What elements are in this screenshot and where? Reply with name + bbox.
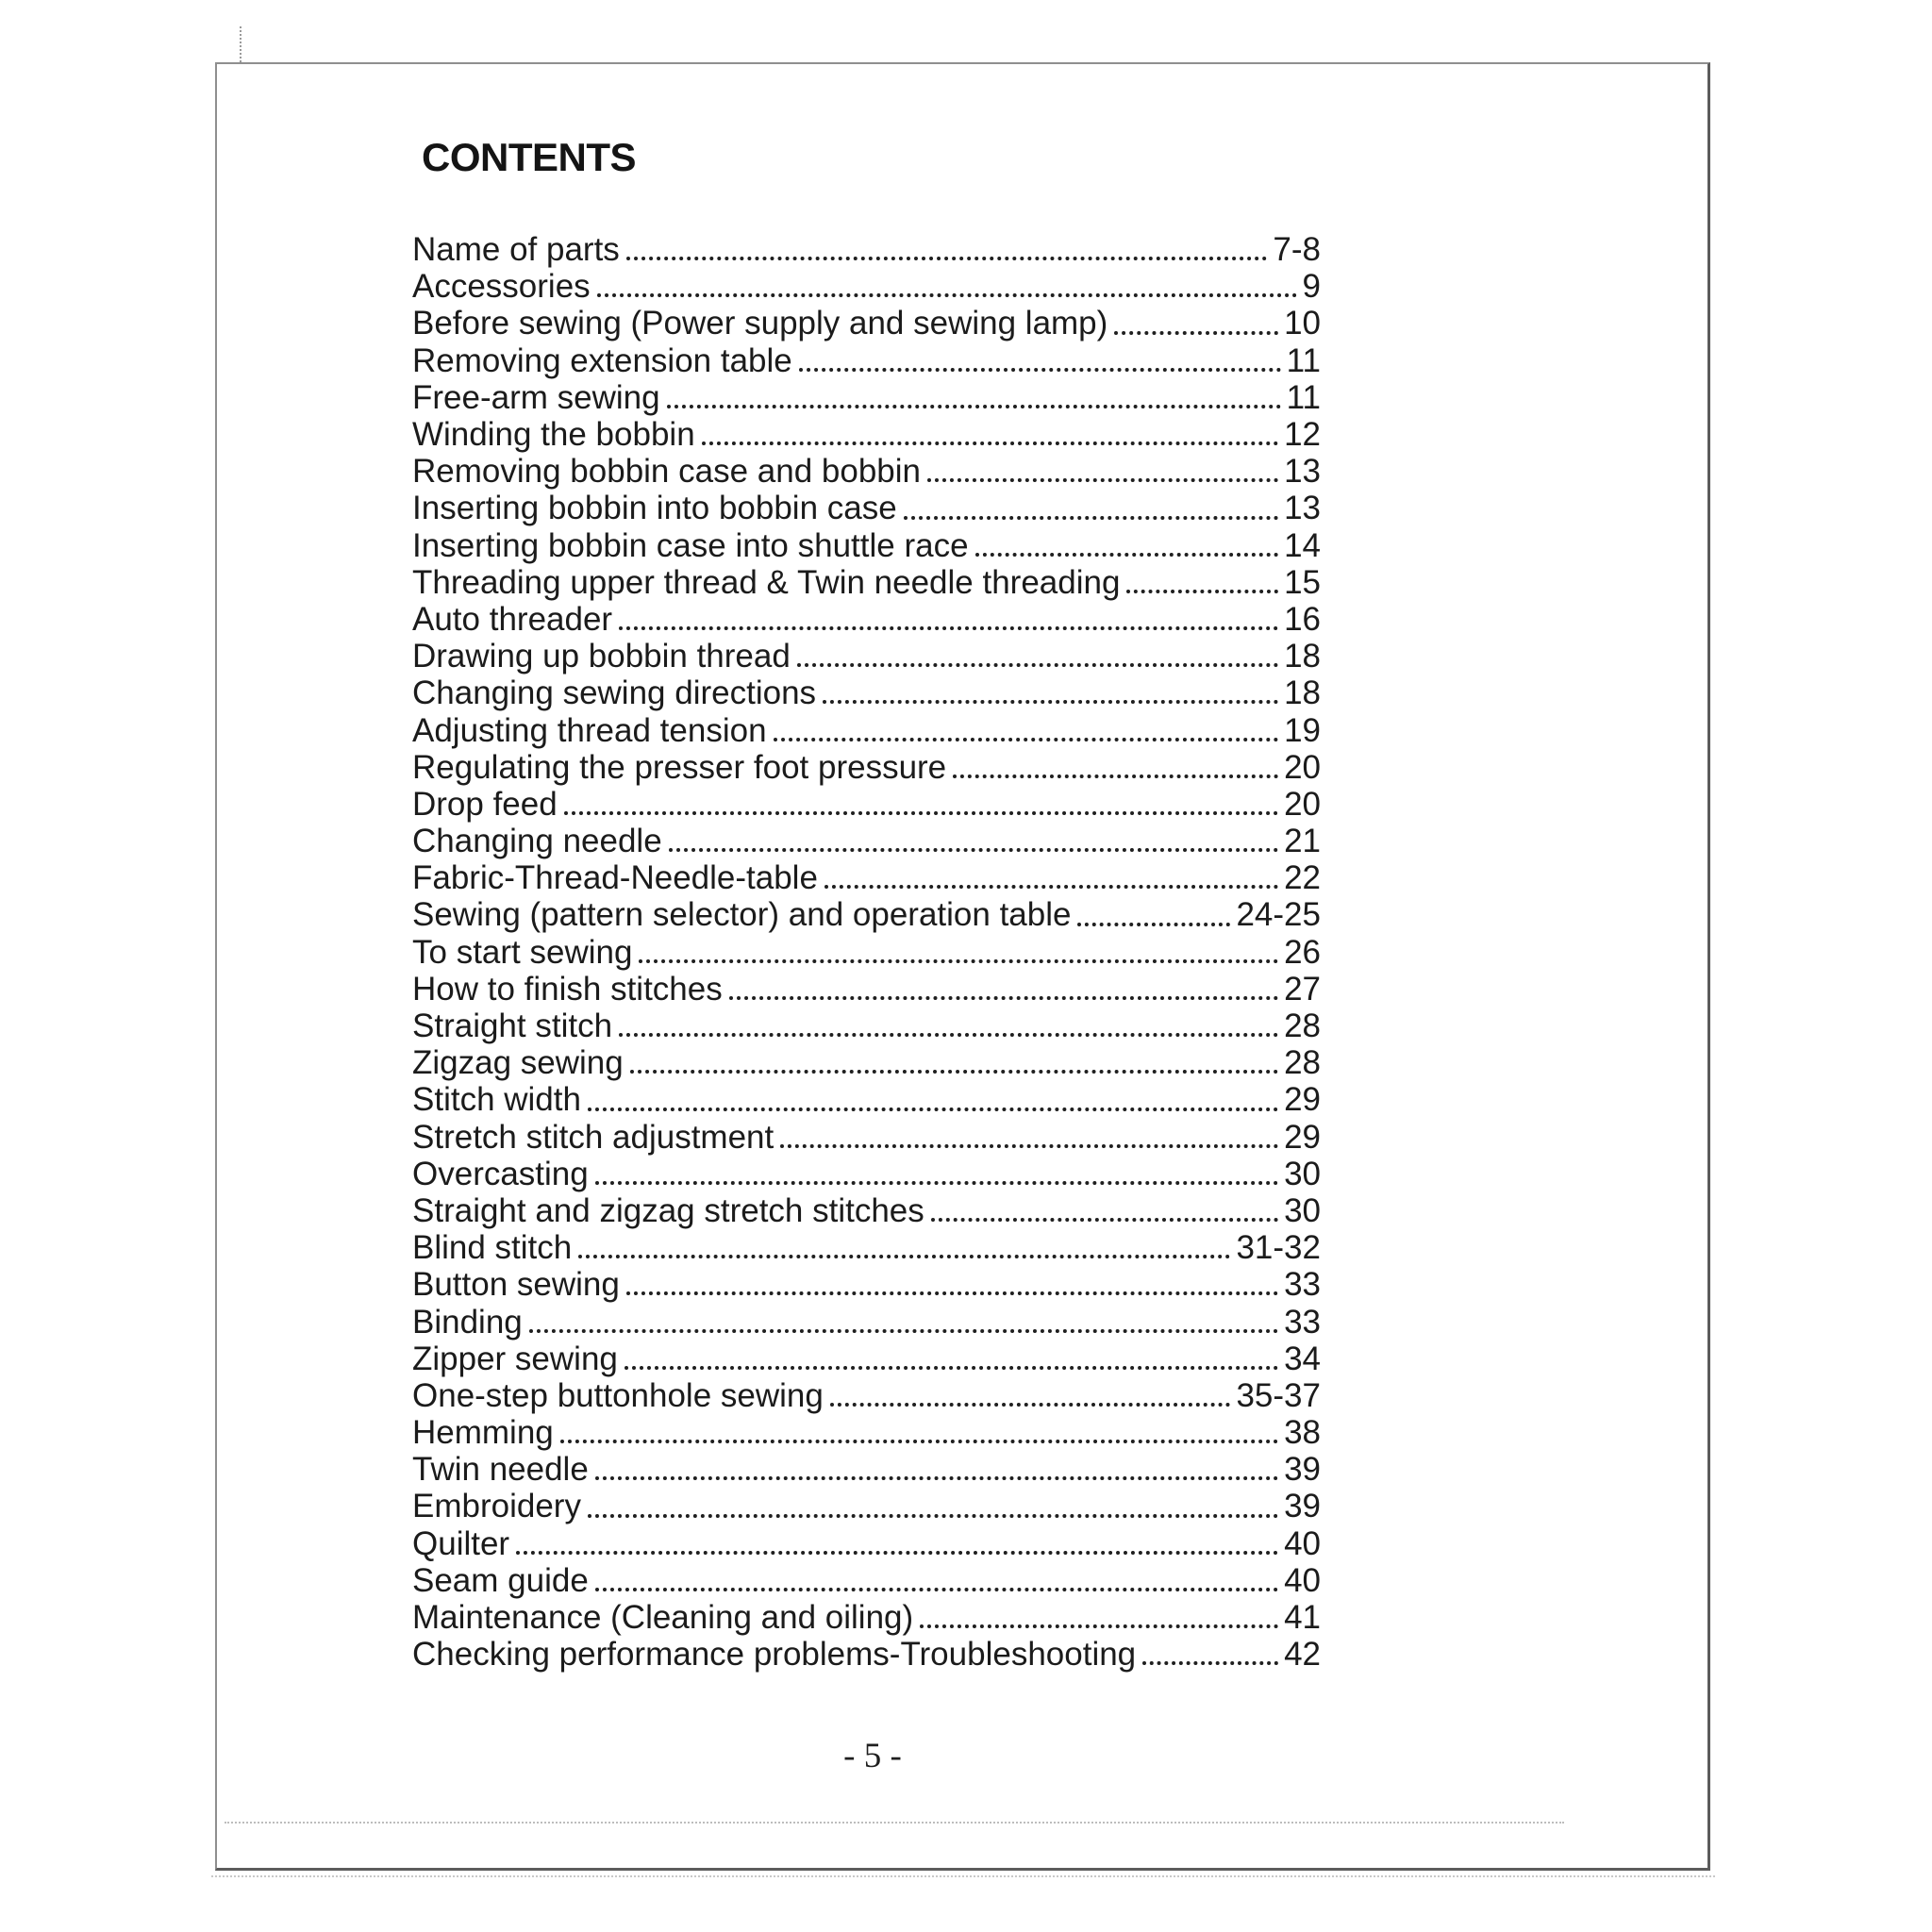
toc-entry-label: How to finish stitches	[412, 970, 723, 1008]
toc-row	[412, 637, 1321, 674]
dot-leader	[619, 1033, 1278, 1037]
toc-row	[412, 1080, 1321, 1117]
toc-entry-page-number: 40	[1284, 1524, 1321, 1562]
toc-entry-page-number: 11	[1286, 378, 1321, 416]
toc-entry-page-number: 35-37	[1236, 1376, 1321, 1414]
toc-row	[412, 304, 1321, 341]
toc-entry-page-number: 28	[1284, 1044, 1321, 1082]
toc-row	[412, 785, 1321, 822]
toc-entry-page-number: 30	[1284, 1155, 1321, 1192]
toc-row	[412, 415, 1321, 452]
toc-entry-page-number: 39	[1284, 1451, 1321, 1489]
toc-entry-page-number: 28	[1284, 1008, 1321, 1045]
dot-leader	[639, 959, 1278, 963]
dot-leader	[729, 996, 1278, 1000]
dot-leader	[626, 1291, 1278, 1295]
toc-entry-label: Changing needle	[412, 823, 662, 860]
toc-row	[412, 1007, 1321, 1043]
dot-leader	[1114, 331, 1278, 335]
toc-entry-page-number: 40	[1284, 1561, 1321, 1599]
scan-artifact-line-bottom	[211, 1875, 1715, 1877]
scan-artifact-top-left	[240, 26, 242, 62]
toc-entry-page-number: 24-25	[1236, 896, 1321, 934]
toc-entry-label: Checking performance problems-Troubleshooting	[412, 1636, 1137, 1674]
toc-row	[412, 341, 1321, 378]
toc-entry-page-number: 14	[1284, 526, 1321, 564]
toc-row	[412, 822, 1321, 858]
dot-leader	[904, 516, 1278, 520]
toc-entry-label: Twin needle	[412, 1451, 589, 1489]
toc-row	[412, 1043, 1321, 1080]
toc-entry-page-number: 27	[1284, 970, 1321, 1008]
dot-leader	[799, 368, 1281, 372]
dot-leader	[626, 257, 1268, 260]
dot-leader	[1077, 923, 1230, 926]
dot-leader	[931, 1218, 1278, 1222]
toc-entry-label: Quilter	[412, 1524, 510, 1562]
dot-leader	[797, 663, 1278, 667]
toc-row	[412, 1191, 1321, 1228]
toc-entry-label: Inserting bobbin into bobbin case	[412, 490, 897, 527]
dot-leader	[597, 293, 1297, 297]
toc-entry-label: Removing bobbin case and bobbin	[412, 453, 921, 491]
toc-entry-label: Embroidery	[412, 1488, 581, 1525]
toc-entry-label: Adjusting thread tension	[412, 711, 767, 749]
toc-entry-label: Straight stitch	[412, 1008, 613, 1045]
toc-row	[412, 1487, 1321, 1524]
toc-entry-page-number: 7-8	[1273, 231, 1321, 269]
toc-entry-page-number: 41	[1284, 1599, 1321, 1637]
toc-entry-label: Winding the bobbin	[412, 416, 695, 454]
dot-leader	[667, 405, 1281, 408]
toc-row	[412, 933, 1321, 970]
toc-row	[412, 1155, 1321, 1191]
dot-leader	[774, 738, 1279, 741]
dot-leader	[595, 1588, 1278, 1591]
toc-entry-page-number: 16	[1284, 600, 1321, 638]
toc-row	[412, 378, 1321, 415]
toc-row	[412, 1413, 1321, 1450]
dot-leader	[927, 478, 1278, 482]
toc-row	[412, 748, 1321, 785]
table-of-contents	[412, 230, 1321, 1672]
page-title: CONTENTS	[422, 135, 636, 179]
dot-leader	[830, 1403, 1231, 1407]
toc-entry-page-number: 42	[1284, 1636, 1321, 1674]
toc-entry-label: Accessories	[412, 268, 591, 306]
toc-row	[412, 1524, 1321, 1561]
dot-leader	[823, 700, 1278, 704]
toc-entry-label: Button sewing	[412, 1266, 620, 1304]
toc-entry-page-number: 31-32	[1236, 1229, 1321, 1267]
dot-leader	[564, 811, 1278, 815]
dot-leader	[780, 1144, 1278, 1148]
toc-entry-label: Straight and zigzag stretch stitches	[412, 1191, 924, 1229]
toc-row	[412, 1228, 1321, 1265]
toc-entry-page-number: 26	[1284, 933, 1321, 971]
toc-entry-page-number: 21	[1284, 823, 1321, 860]
toc-entry-page-number: 19	[1284, 711, 1321, 749]
toc-entry-label: Zipper sewing	[412, 1340, 618, 1377]
toc-entry-page-number: 15	[1284, 563, 1321, 601]
dot-leader	[1142, 1661, 1278, 1665]
toc-entry-page-number: 33	[1284, 1266, 1321, 1304]
page-number-footer: - 5 -	[843, 1737, 902, 1775]
toc-entry-label: Zigzag sewing	[412, 1044, 624, 1082]
dot-leader	[588, 1108, 1278, 1111]
toc-row	[412, 452, 1321, 489]
toc-entry-page-number: 20	[1284, 785, 1321, 823]
dot-leader	[529, 1329, 1278, 1333]
toc-entry-label: Drop feed	[412, 785, 558, 823]
dot-leader	[975, 553, 1279, 557]
toc-entry-page-number: 30	[1284, 1191, 1321, 1229]
toc-entry-page-number: 38	[1284, 1414, 1321, 1452]
dot-leader	[578, 1255, 1230, 1258]
dot-leader	[625, 1366, 1278, 1370]
toc-entry-page-number: 29	[1284, 1081, 1321, 1119]
toc-entry-label: To start sewing	[412, 933, 633, 971]
toc-row	[412, 1561, 1321, 1598]
dot-leader	[953, 774, 1278, 778]
dot-leader	[619, 626, 1278, 630]
toc-row	[412, 526, 1321, 563]
toc-row	[412, 1118, 1321, 1155]
toc-entry-label: Auto threader	[412, 600, 613, 638]
toc-entry-page-number: 12	[1284, 416, 1321, 454]
toc-row	[412, 1340, 1321, 1376]
toc-entry-label: Hemming	[412, 1414, 554, 1452]
toc-entry-label: Threading upper thread & Twin needle threading	[412, 563, 1121, 601]
toc-entry-page-number: 29	[1284, 1118, 1321, 1156]
toc-row	[412, 1265, 1321, 1302]
toc-row	[412, 600, 1321, 637]
toc-entry-label: Changing sewing directions	[412, 675, 817, 712]
toc-row	[412, 970, 1321, 1007]
toc-entry-label: Maintenance (Cleaning and oiling)	[412, 1599, 914, 1637]
toc-entry-label: Sewing (pattern selector) and operation table	[412, 896, 1072, 934]
toc-entry-label: Binding	[412, 1303, 523, 1341]
toc-entry-label: Before sewing (Power supply and sewing lamp)	[412, 305, 1108, 342]
toc-entry-page-number: 13	[1284, 453, 1321, 491]
toc-entry-page-number: 34	[1284, 1340, 1321, 1377]
toc-entry-page-number: 18	[1284, 638, 1321, 675]
toc-entry-page-number: 20	[1284, 748, 1321, 786]
toc-row	[412, 489, 1321, 525]
toc-entry-label: Name of parts	[412, 231, 620, 269]
toc-entry-page-number: 9	[1302, 268, 1321, 306]
toc-row	[412, 267, 1321, 304]
toc-entry-label: Overcasting	[412, 1155, 589, 1192]
toc-entry-label: Seam guide	[412, 1561, 589, 1599]
toc-entry-label: Stitch width	[412, 1081, 581, 1119]
toc-entry-label: Free-arm sewing	[412, 378, 660, 416]
dot-leader	[560, 1440, 1278, 1443]
toc-row	[412, 1450, 1321, 1487]
toc-entry-label: One-step buttonhole sewing	[412, 1376, 824, 1414]
dot-leader	[595, 1476, 1278, 1480]
toc-entry-page-number: 13	[1284, 490, 1321, 527]
dot-leader	[595, 1181, 1278, 1185]
dot-leader	[702, 441, 1278, 445]
toc-row	[412, 710, 1321, 747]
toc-entry-label: Removing extension table	[412, 341, 792, 379]
dot-leader	[630, 1070, 1278, 1074]
toc-row	[412, 1635, 1321, 1672]
toc-row	[412, 230, 1321, 267]
toc-entry-label: Inserting bobbin case into shuttle race	[412, 526, 969, 564]
toc-entry-label: Regulating the presser foot pressure	[412, 748, 947, 786]
dot-leader	[920, 1624, 1278, 1628]
toc-row	[412, 563, 1321, 600]
dot-leader	[516, 1551, 1278, 1555]
scan-artifact-line-mid	[225, 1822, 1564, 1824]
toc-entry-label: Blind stitch	[412, 1229, 573, 1267]
toc-row	[412, 1302, 1321, 1339]
toc-entry-page-number: 22	[1284, 859, 1321, 897]
toc-row	[412, 858, 1321, 895]
dot-leader	[588, 1514, 1278, 1518]
toc-entry-label: Drawing up bobbin thread	[412, 638, 791, 675]
toc-row	[412, 674, 1321, 710]
toc-entry-page-number: 11	[1286, 341, 1321, 379]
toc-row	[412, 1376, 1321, 1413]
dot-leader	[669, 848, 1278, 852]
dot-leader	[824, 885, 1278, 889]
toc-row	[412, 1598, 1321, 1635]
toc-entry-page-number: 10	[1284, 305, 1321, 342]
toc-entry-label: Fabric-Thread-Needle-table	[412, 859, 818, 897]
toc-entry-label: Stretch stitch adjustment	[412, 1118, 774, 1156]
dot-leader	[1126, 590, 1278, 593]
toc-entry-page-number: 33	[1284, 1303, 1321, 1341]
toc-entry-page-number: 18	[1284, 675, 1321, 712]
toc-entry-page-number: 39	[1284, 1488, 1321, 1525]
toc-row	[412, 895, 1321, 932]
